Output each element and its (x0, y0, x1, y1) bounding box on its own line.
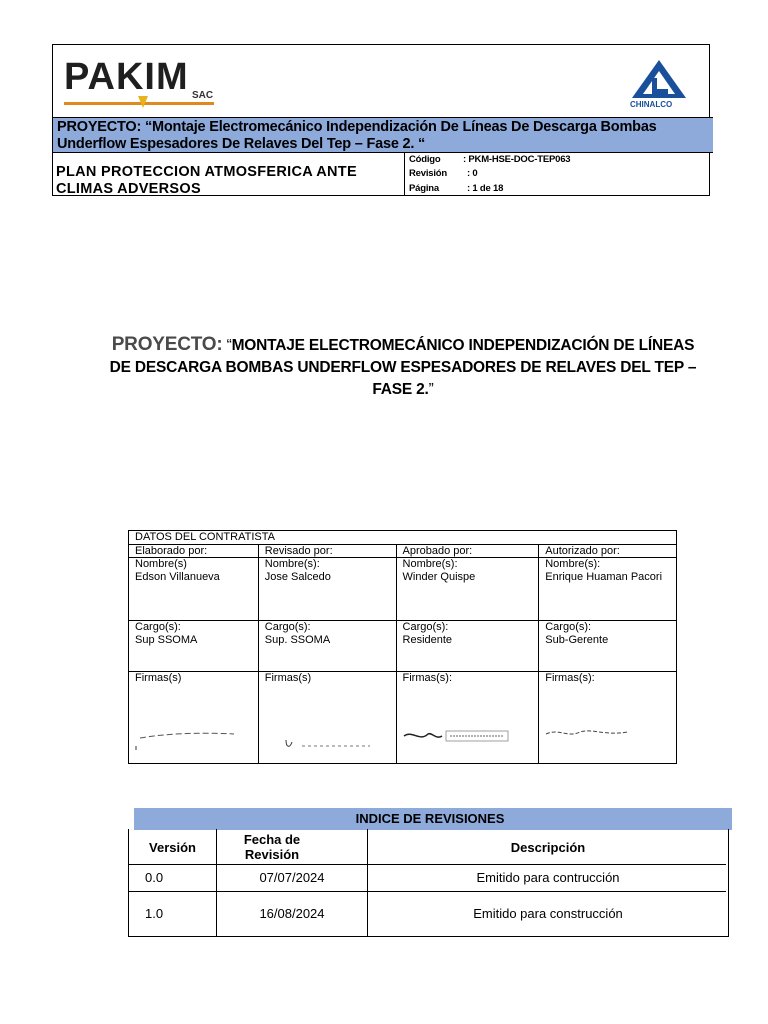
project-band-text: PROYECTO: “Montaje Electromecánico Independización De Líneas De Descarga Bombas Underflow Espesadores De Relaves Del Tep – Fase 2. “ (57, 119, 657, 152)
codigo-label: Código (409, 154, 441, 165)
cargo-cell-autorizado (539, 621, 677, 672)
firma-label: Firmas(s): (545, 672, 595, 684)
project-band (53, 117, 713, 153)
header-fecha: Fecha de Revisión (243, 832, 301, 862)
cargo-label: Cargo(s): (545, 621, 592, 633)
pagina-label: Página (409, 183, 439, 194)
plan-title: PLAN PROTECCION ATMOSFERICA ANTE CLIMAS ADVERSOS (56, 164, 357, 197)
cargo-value: Sup SSOMA (135, 633, 198, 646)
pakim-logo-suffix: SAC (192, 90, 214, 101)
cargo-cell-elaborado (129, 621, 259, 672)
role-revisado: Revisado por: (258, 544, 396, 558)
firma-label: Firmas(s) (135, 672, 182, 684)
cargo-label: Cargo(s): (264, 621, 311, 633)
main-title-text: MONTAJE ELECTROMECÁNICO INDEPENDIZACIÓN DE LÍNEAS DE DESCARGA BOMBAS UNDERFLOW ESPESADORES DE RELAVES DEL TEP – FASE 2. (109, 337, 697, 398)
row-divider (129, 864, 726, 865)
row2-fecha: 16/08/2024 (259, 906, 325, 921)
header-version: Versión (149, 840, 196, 855)
firma-cell-autorizado (539, 672, 677, 764)
name-value: Enrique Huaman Pacori (545, 570, 663, 583)
row1-descripcion: Emitido para contrucción (476, 870, 620, 885)
name-cell-autorizado (539, 558, 677, 621)
revision-label: Revisión (409, 168, 447, 179)
signature-revisado (280, 736, 380, 752)
pakim-logo-text: PAKIM (64, 56, 189, 98)
signature-elaborado (134, 726, 252, 752)
row-divider (129, 891, 726, 892)
row2-version: 1.0 (145, 906, 164, 921)
cargo-label: Cargo(s): (402, 621, 449, 633)
contractor-heading: DATOS DEL CONTRATISTA (129, 531, 677, 545)
signature-autorizado (544, 724, 634, 740)
role-elaborado: Elaborado por: (129, 544, 259, 558)
row2-descripcion: Emitido para construcción (473, 906, 623, 921)
name-value: Jose Salcedo (264, 570, 331, 583)
chinalco-logo-text: CHINALCO (630, 100, 673, 109)
row1-fecha: 07/07/2024 (259, 870, 325, 885)
firma-label: Firmas(s) (264, 672, 312, 684)
main-title-open-quote: “ (222, 337, 232, 354)
cargo-value: Sup. SSOMA (264, 633, 331, 646)
main-title-lead: PROYECTO: (111, 334, 223, 355)
name-label: Nombre(s) (135, 558, 187, 570)
name-value: Winder Quispe (402, 570, 476, 583)
lightning-icon (138, 96, 148, 108)
cargo-cell-revisado (258, 621, 396, 672)
cargo-label: Cargo(s): (135, 621, 181, 633)
revisions-header (128, 808, 732, 830)
cargo-value: Sub-Gerente (545, 633, 609, 646)
main-project-title (100, 334, 706, 401)
pagina-value: : 1 de 18 (467, 183, 504, 194)
name-label: Nombre(s): (402, 558, 458, 570)
revision-value: : 0 (467, 168, 478, 179)
chinalco-logo (628, 58, 690, 112)
name-value: Edson Villanueva (135, 570, 220, 583)
role-aprobado: Aprobado por: (396, 544, 539, 558)
role-autorizado: Autorizado por: (539, 544, 677, 558)
pakim-logo (64, 58, 224, 110)
name-label: Nombre(s): (264, 558, 320, 570)
document-meta (409, 153, 709, 197)
row1-version: 0.0 (145, 870, 164, 885)
signature-aprobado (402, 728, 512, 746)
cargo-cell-aprobado (396, 621, 539, 672)
cargo-value: Residente (402, 633, 453, 646)
firma-label: Firmas(s): (402, 672, 453, 684)
chinalco-emblem-icon (628, 58, 690, 100)
name-cell-elaborado (129, 558, 259, 621)
header-divider (404, 153, 405, 196)
codigo-value: : PKM-HSE-DOC-TEP063 (463, 154, 571, 165)
firma-cell-aprobado (396, 672, 539, 764)
revisions-table (128, 829, 729, 937)
name-cell-revisado (258, 558, 396, 621)
header-descripcion: Descripción (510, 840, 586, 855)
revisions-title: INDICE DE REVISIONES (355, 811, 505, 826)
main-title-close-quote: ” (428, 381, 434, 398)
name-cell-aprobado (396, 558, 539, 621)
name-label: Nombre(s): (545, 558, 601, 570)
